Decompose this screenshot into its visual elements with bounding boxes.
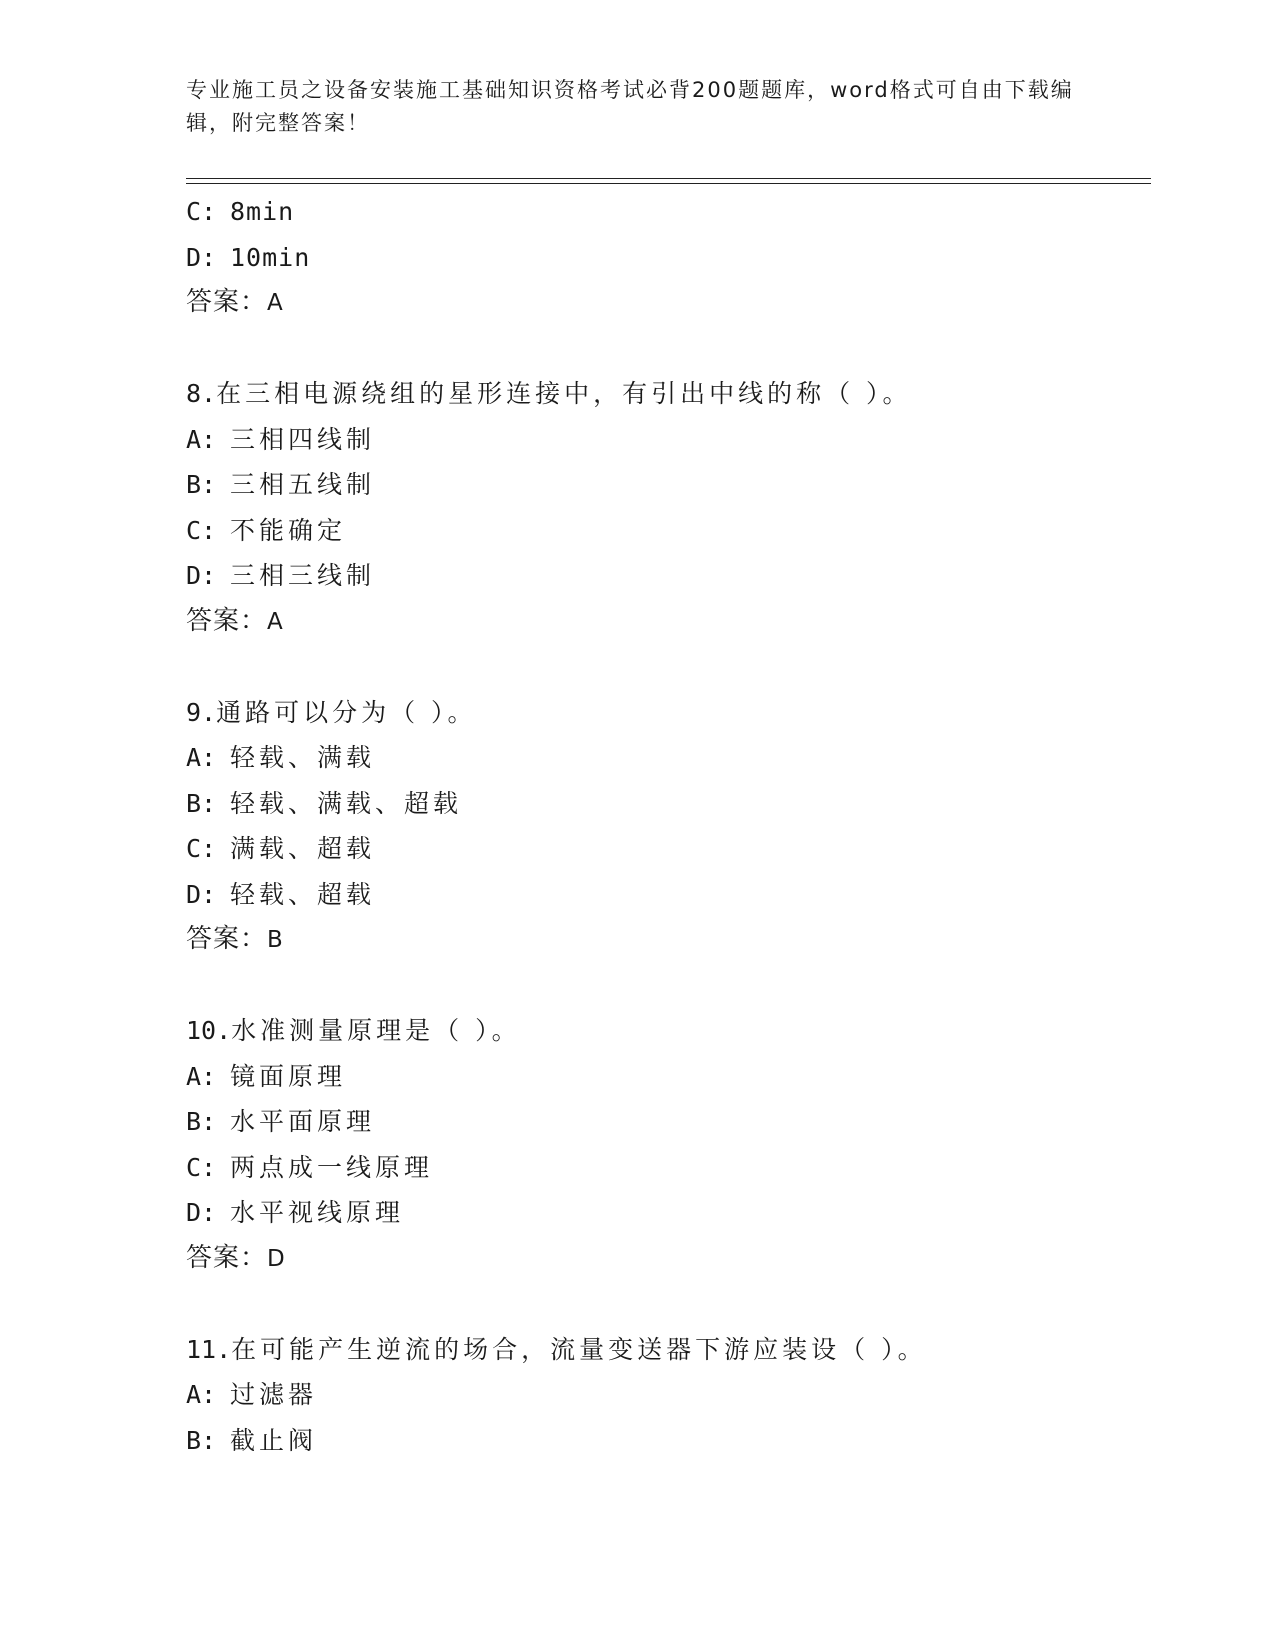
option-key: A: bbox=[186, 1380, 217, 1409]
option-b bbox=[186, 1418, 1151, 1464]
answer-line bbox=[186, 1236, 1151, 1282]
answer-value: D bbox=[267, 1245, 286, 1272]
question-stem bbox=[186, 1008, 1151, 1054]
answer-label: 答案： bbox=[186, 1242, 268, 1273]
option-text: 轻载、超载 bbox=[230, 879, 376, 909]
option-key: B: bbox=[186, 1425, 217, 1455]
option-text: 镜面原理 bbox=[230, 1061, 347, 1091]
option-text: 两点成一线原理 bbox=[230, 1152, 434, 1182]
question-text: 在可能产生逆流的场合，流量变送器下游应装设（ ）。 bbox=[231, 1334, 927, 1364]
option-key: D: bbox=[186, 879, 217, 909]
question-list bbox=[186, 189, 1151, 1463]
option-a bbox=[186, 1372, 1151, 1418]
option-c bbox=[186, 508, 1151, 554]
question-text: 水准测量原理是（ ）。 bbox=[231, 1016, 521, 1045]
question-text: 通路可以分为（ ）。 bbox=[216, 697, 477, 727]
option-b bbox=[186, 462, 1151, 508]
option-text: 轻载、满载 bbox=[230, 743, 376, 772]
question-number: 8. bbox=[186, 379, 217, 408]
header-rule-top bbox=[186, 178, 1151, 179]
answer-label: 答案： bbox=[186, 287, 268, 317]
option-d bbox=[186, 235, 1151, 281]
question-number: 11. bbox=[186, 1334, 232, 1364]
document-header bbox=[186, 74, 1086, 140]
answer-label: 答案： bbox=[186, 605, 268, 636]
option-key: B: bbox=[186, 788, 217, 818]
option-key: B: bbox=[186, 470, 217, 499]
option-text: 三相三线制 bbox=[230, 561, 376, 590]
question-number: 10. bbox=[186, 1016, 232, 1045]
option-b bbox=[186, 1099, 1151, 1145]
option-key: C: bbox=[186, 834, 217, 863]
option-key: C: bbox=[186, 1152, 217, 1182]
option-text: 8min bbox=[230, 197, 295, 226]
answer-line bbox=[186, 917, 1151, 963]
answer-label: 答案： bbox=[186, 924, 268, 954]
option-c bbox=[186, 1145, 1151, 1191]
option-c bbox=[186, 189, 1151, 235]
option-text: 截止阀 bbox=[230, 1425, 318, 1455]
option-key: C: bbox=[186, 197, 217, 226]
option-text: 10min bbox=[230, 242, 311, 272]
option-text: 过滤器 bbox=[230, 1380, 318, 1409]
option-a bbox=[186, 1054, 1151, 1100]
option-d bbox=[186, 872, 1151, 918]
option-text: 满载、超载 bbox=[230, 834, 376, 863]
option-a bbox=[186, 417, 1151, 463]
option-text: 不能确定 bbox=[230, 515, 347, 545]
option-d bbox=[186, 553, 1151, 599]
option-text: 三相四线制 bbox=[230, 424, 376, 454]
option-key: B: bbox=[186, 1107, 217, 1136]
option-text: 水平视线原理 bbox=[230, 1198, 405, 1227]
option-key: C: bbox=[186, 515, 217, 545]
answer-line bbox=[186, 599, 1151, 645]
question-stem bbox=[186, 690, 1151, 736]
option-text: 轻载、满载、超载 bbox=[230, 788, 463, 818]
option-text: 水平面原理 bbox=[230, 1107, 376, 1136]
option-key: D: bbox=[186, 242, 217, 272]
option-key: A: bbox=[186, 1061, 217, 1091]
answer-value: B bbox=[267, 927, 284, 953]
option-d bbox=[186, 1190, 1151, 1236]
option-b bbox=[186, 781, 1151, 827]
header-rule-bottom bbox=[186, 183, 1151, 184]
option-key: A: bbox=[186, 743, 217, 772]
question-stem bbox=[186, 371, 1151, 417]
option-c bbox=[186, 826, 1151, 872]
answer-value: A bbox=[267, 608, 284, 635]
header-title: 专业施工员之设备安装施工基础知识资格考试必背200题题库，word格式可自由下载编辑，附完整答案！ bbox=[186, 78, 1074, 135]
answer-line bbox=[186, 280, 1151, 326]
option-text: 三相五线制 bbox=[230, 470, 376, 499]
question-number: 9. bbox=[186, 697, 217, 727]
answer-value: A bbox=[267, 290, 284, 316]
option-key: D: bbox=[186, 561, 217, 590]
question-stem bbox=[186, 1327, 1151, 1373]
option-key: D: bbox=[186, 1198, 217, 1227]
question-text: 在三相电源绕组的星形连接中，有引出中线的称（ ）。 bbox=[216, 379, 912, 408]
option-key: A: bbox=[186, 424, 217, 454]
option-a bbox=[186, 735, 1151, 781]
